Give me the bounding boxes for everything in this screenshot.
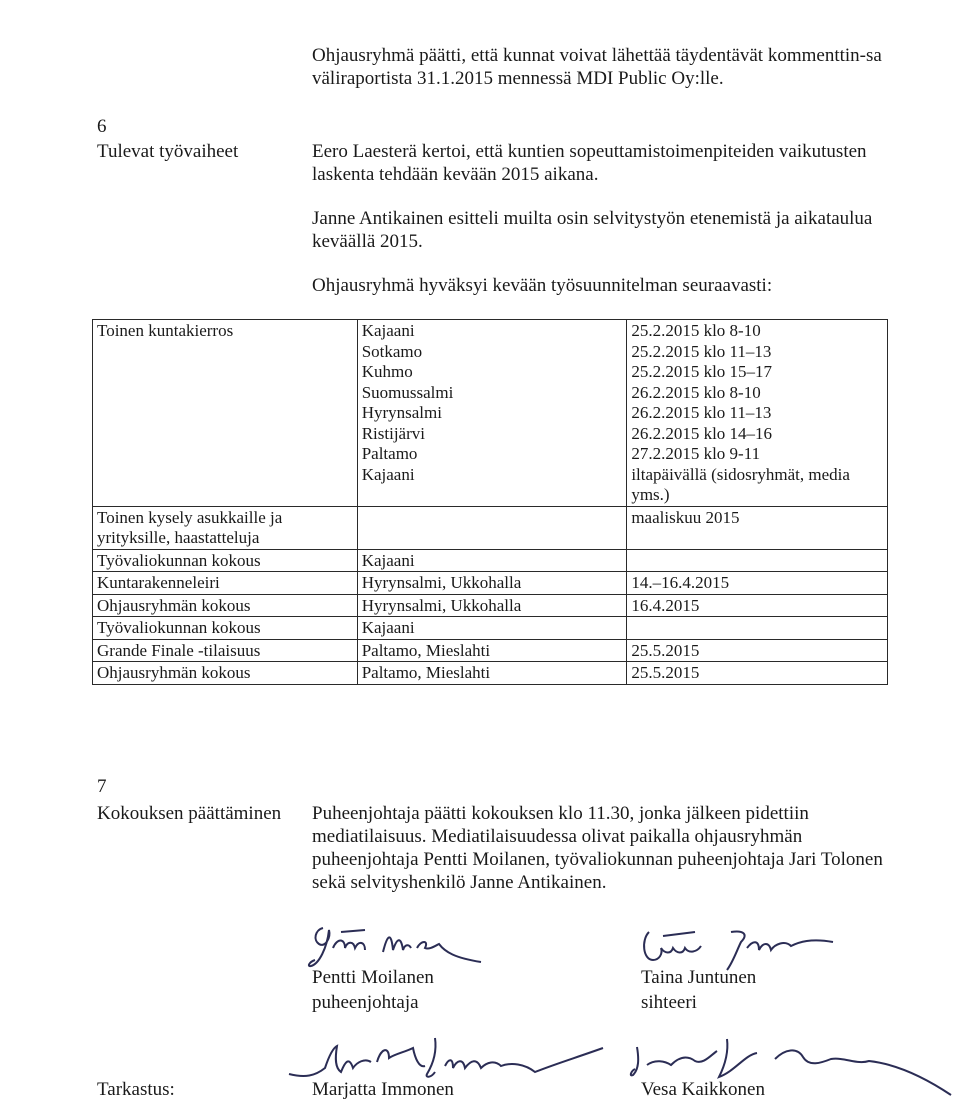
section-6-title: Tulevat työvaiheet (97, 141, 239, 162)
time-label: 26.2.2015 klo 14–16 (631, 423, 773, 443)
table-row (93, 572, 888, 595)
event-cell: Työvaliokunnan kokous (93, 617, 358, 640)
checker-2-name: Vesa Kaikkonen (641, 1079, 765, 1100)
place-label: Hyrynsalmi (361, 403, 442, 422)
place-label: Kajaani (361, 464, 415, 484)
place-cell (357, 320, 627, 507)
time-label: 26.2.2015 klo 11–13 (631, 403, 772, 422)
checker-1-name: Marjatta Immonen (312, 1079, 454, 1100)
place-cell: Hyrynsalmi, Ukkohalla (357, 594, 627, 617)
place-cell: Paltamo, Mieslahti (357, 662, 627, 685)
place-label: Paltamo (361, 444, 418, 463)
table-row (93, 549, 888, 572)
time-label: 27.2.2015 klo 9-11 (631, 444, 761, 463)
time-cell: 16.4.2015 (627, 594, 888, 617)
section-6-number: 6 (97, 116, 107, 137)
table-row (93, 506, 888, 549)
event-label: Toinen kuntakierros (97, 321, 234, 340)
time-cell (627, 320, 888, 507)
time-cell: 14.–16.4.2015 (627, 572, 888, 595)
place-label: Suomussalmi (361, 382, 454, 402)
time-label: 26.2.2015 klo 8-10 (631, 382, 761, 402)
place-cell (357, 506, 627, 549)
section-6-paragraph-1: Eero Laesterä kertoi, että kuntien sopeuttamistoimenpiteiden vaikutusten laskenta tehdään kevään 2015 aikana. (312, 141, 867, 185)
place-label: Kajaani (361, 321, 415, 340)
place-label: Kuhmo (361, 362, 413, 381)
top-paragraph: Ohjausryhmä päätti, että kunnat voivat lähettää täydentävät kommenttin-sa väliraportista 31.1.2015 mennessä MDI Public Oy:lle. (312, 45, 882, 89)
section-6-paragraph-3: Ohjausryhmä hyväksyi kevään työsuunnitelman seuraavasti: (312, 275, 773, 296)
event-cell (93, 320, 358, 507)
table-row (93, 662, 888, 685)
time-label: 25.2.2015 klo 11–13 (631, 341, 772, 361)
section-7-title: Kokouksen päättäminen (97, 803, 282, 824)
schedule-table (92, 319, 888, 685)
section-7-paragraph: Puheenjohtaja päätti kokouksen klo 11.30, jonka jälkeen pidettiin mediatilaisuus. Mediatilaisuudessa olivat paikalla ohjausryhmän puheenjohtaja Pentti Moilanen, työvaliokunnan puheenjohtaja Jari Tolonen sekä selvityshenkilö Janne Antikainen. (312, 803, 883, 893)
event-cell: Ohjausryhmän kokous (93, 662, 358, 685)
signer-left-name: Pentti Moilanen (312, 967, 434, 988)
tarkastus-label: Tarkastus: (97, 1079, 175, 1100)
section-6-paragraph-2: Janne Antikainen esitteli muilta osin selvitystyön etenemistä ja aikataulua keväällä 2015. (312, 208, 873, 252)
time-label: 25.2.2015 klo 15–17 (631, 362, 773, 381)
event-cell: Grande Finale -tilaisuus (93, 639, 358, 662)
table-row (93, 617, 888, 640)
table-row (93, 320, 888, 507)
place-cell: Paltamo, Mieslahti (357, 639, 627, 662)
time-cell (627, 617, 888, 640)
place-cell: Hyrynsalmi, Ukkohalla (357, 572, 627, 595)
time-cell (627, 549, 888, 572)
signer-right-name: Taina Juntunen (641, 967, 757, 988)
time-cell: 25.5.2015 (627, 662, 888, 685)
time-cell: 25.5.2015 (627, 639, 888, 662)
time-label: 25.2.2015 klo 8-10 (631, 321, 761, 340)
place-label: Ristijärvi (361, 423, 425, 443)
signer-right-role: sihteeri (641, 992, 697, 1013)
place-cell: Kajaani (357, 549, 627, 572)
signer-left-role: puheenjohtaja (312, 992, 419, 1013)
table-row (93, 594, 888, 617)
event-cell: Kuntarakenneleiri (93, 572, 358, 595)
event-cell: Työvaliokunnan kokous (93, 549, 358, 572)
place-cell: Kajaani (357, 617, 627, 640)
section-7-number: 7 (97, 776, 107, 797)
place-label: Sotkamo (361, 341, 423, 361)
event-cell: Toinen kysely asukkaille ja yrityksille, haastatteluja (93, 506, 358, 549)
event-cell: Ohjausryhmän kokous (93, 594, 358, 617)
time-label: iltapäivällä (sidosryhmät, media yms.) (631, 464, 850, 504)
table-row (93, 639, 888, 662)
signature-pentti-moilanen (305, 918, 485, 973)
time-cell: maaliskuu 2015 (627, 506, 888, 549)
